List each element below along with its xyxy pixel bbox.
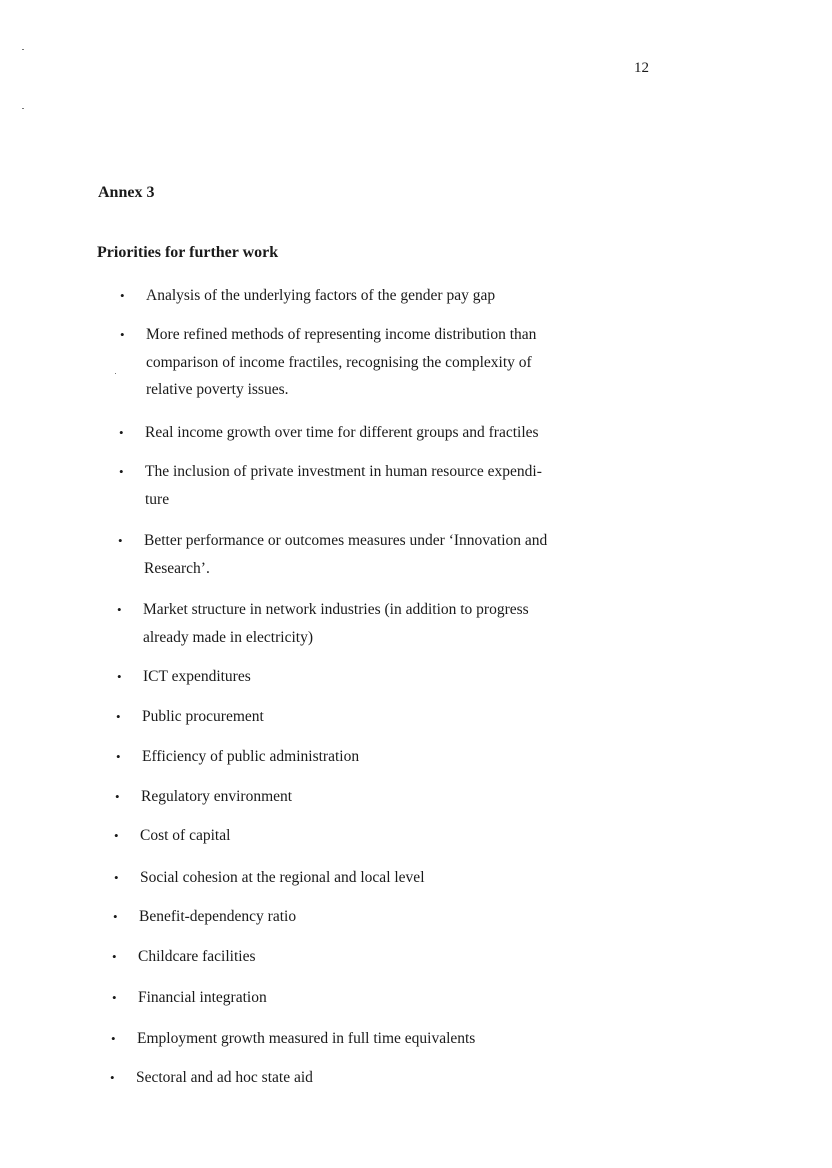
priority-text-line: relative poverty issues. bbox=[146, 381, 289, 398]
bullet-icon: • bbox=[110, 1070, 115, 1085]
bullet-icon: • bbox=[119, 425, 124, 440]
priority-text-line: Analysis of the underlying factors of the gender pay gap bbox=[146, 287, 496, 304]
priority-text-line: comparison of income fractiles, recognising the complexity of bbox=[146, 353, 532, 371]
priority-text-line: More refined methods of representing income distribution than bbox=[146, 326, 537, 343]
priority-text-line: Research’. bbox=[144, 559, 210, 577]
priority-item bbox=[110, 1064, 313, 1092]
priority-item bbox=[113, 903, 297, 931]
bullet-icon: • bbox=[116, 749, 121, 764]
priority-item bbox=[116, 743, 360, 771]
priority-item bbox=[119, 419, 539, 447]
scan-speck bbox=[22, 108, 24, 109]
priority-item bbox=[120, 321, 537, 404]
page-number: 12 bbox=[634, 60, 649, 76]
priority-item bbox=[111, 1025, 476, 1053]
priority-text-line: Sectoral and ad hoc state aid bbox=[136, 1069, 313, 1086]
bullet-icon: • bbox=[119, 464, 124, 479]
bullet-icon: • bbox=[113, 909, 118, 924]
priority-item bbox=[118, 527, 548, 582]
priority-item bbox=[117, 663, 251, 691]
priority-item bbox=[114, 864, 425, 892]
priority-text-line: ICT expenditures bbox=[143, 668, 251, 685]
section-heading: Priorities for further work bbox=[97, 244, 279, 261]
priority-item bbox=[114, 822, 231, 850]
priority-item bbox=[115, 783, 293, 811]
bullet-icon: • bbox=[114, 828, 119, 843]
bullet-icon: • bbox=[117, 602, 122, 617]
bullet-icon: • bbox=[115, 789, 120, 804]
bullet-icon: • bbox=[118, 533, 123, 548]
priority-text-line: Childcare facilities bbox=[138, 948, 256, 965]
priority-text-line: ture bbox=[145, 490, 170, 508]
priority-text-line: Employment growth measured in full time equivalents bbox=[137, 1030, 476, 1047]
priority-text-line: Efficiency of public administration bbox=[142, 748, 360, 765]
bullet-icon: • bbox=[112, 949, 117, 964]
scan-speck bbox=[22, 49, 24, 50]
priority-text-line: Real income growth over time for different groups and fractiles bbox=[145, 424, 539, 441]
priority-text-line: Benefit-dependency ratio bbox=[139, 908, 297, 925]
scan-speck bbox=[115, 373, 116, 374]
priority-item bbox=[112, 984, 267, 1012]
priority-item bbox=[117, 596, 529, 651]
priority-item bbox=[119, 458, 542, 513]
bullet-icon: • bbox=[111, 1031, 116, 1046]
priority-text-line: The inclusion of private investment in human resource expendi- bbox=[145, 463, 542, 480]
bullet-icon: • bbox=[117, 669, 122, 684]
priority-text-line: Cost of capital bbox=[140, 827, 231, 844]
priority-text-line: Financial integration bbox=[138, 989, 267, 1006]
priority-text-line: Better performance or outcomes measures under ‘Innovation and bbox=[144, 532, 548, 549]
priority-text-line: Social cohesion at the regional and local level bbox=[140, 869, 425, 886]
priority-item bbox=[112, 943, 256, 971]
priority-item bbox=[116, 703, 264, 731]
bullet-icon: • bbox=[120, 327, 125, 342]
priority-item bbox=[120, 282, 496, 310]
annex-heading: Annex 3 bbox=[98, 184, 155, 201]
priority-text-line: Regulatory environment bbox=[141, 788, 293, 805]
bullet-icon: • bbox=[112, 990, 117, 1005]
priority-text-line: Public procurement bbox=[142, 708, 264, 725]
bullet-icon: • bbox=[120, 288, 125, 303]
priority-text-line: Market structure in network industries (in addition to progress bbox=[143, 601, 529, 618]
bullet-icon: • bbox=[114, 870, 119, 885]
bullet-icon: • bbox=[116, 709, 121, 724]
priority-text-line: already made in electricity) bbox=[143, 628, 313, 646]
